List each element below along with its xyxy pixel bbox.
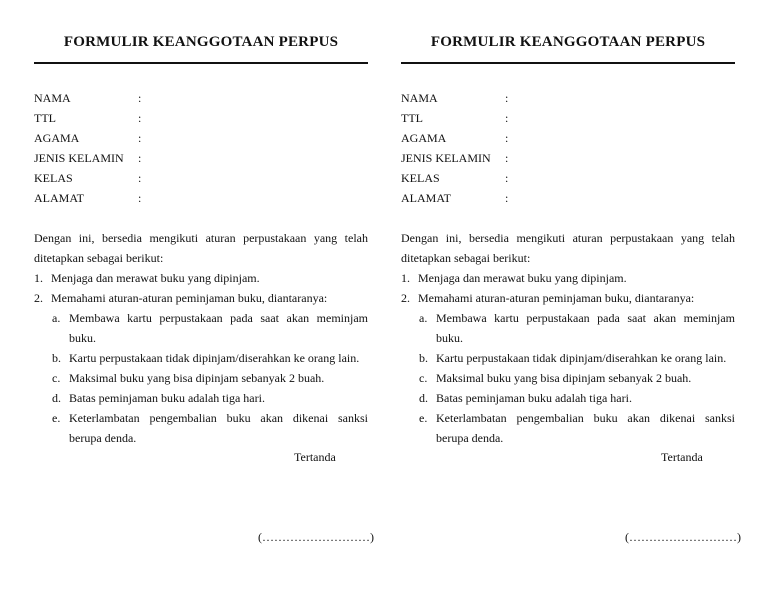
field-colon: : (505, 91, 509, 105)
subrule-item (401, 368, 735, 388)
subrule-item (401, 308, 735, 348)
rule-text: Memahami aturan-aturan peminjaman buku, diantaranya: (418, 291, 695, 305)
subrule-text: Maksimal buku yang bisa dipinjam sebanyak 2 buah. (436, 371, 692, 385)
rule-item (34, 288, 368, 308)
field-colon: : (505, 171, 509, 185)
rule-number: 2. (34, 291, 43, 305)
rules-section (401, 228, 735, 448)
subrule-letter: a. (52, 311, 61, 325)
field-colon: : (138, 131, 142, 145)
field-label: ALAMAT (34, 191, 84, 205)
subrule-item (401, 348, 735, 368)
subrule-item (34, 368, 368, 388)
field-colon: : (505, 111, 509, 125)
field-colon: : (138, 191, 142, 205)
subrule-text: Batas peminjaman buku adalah tiga hari. (69, 391, 265, 405)
field-nama (401, 88, 735, 108)
signature-line: (………………………) (258, 530, 374, 544)
subrule-item (401, 408, 735, 448)
field-kelas (401, 168, 735, 188)
rule-item (401, 288, 735, 308)
field-label: NAMA (401, 91, 438, 105)
form-fields (401, 88, 735, 208)
field-colon: : (505, 191, 509, 205)
form-fields (34, 88, 368, 208)
field-alamat (401, 188, 735, 208)
subrule-item (34, 348, 368, 368)
rule-number: 1. (34, 271, 43, 285)
field-label: KELAS (401, 171, 440, 185)
field-label: JENIS KELAMIN (401, 151, 491, 165)
subrules-list (34, 308, 368, 448)
subrule-letter: e. (52, 411, 61, 425)
field-colon: : (505, 131, 509, 145)
rule-text: Memahami aturan-aturan peminjaman buku, diantaranya: (51, 291, 328, 305)
title-underline (34, 62, 368, 64)
subrule-text: Keterlambatan pengembalian buku akan dikenai sanksi berupa denda. (69, 411, 368, 445)
field-colon: : (138, 91, 142, 105)
field-colon: : (505, 151, 509, 165)
field-label: ALAMAT (401, 191, 451, 205)
subrule-item (34, 308, 368, 348)
field-label: NAMA (34, 91, 71, 105)
field-kelas (34, 168, 368, 188)
subrule-text: Maksimal buku yang bisa dipinjam sebanyak 2 buah. (69, 371, 325, 385)
form-title: FORMULIR KEANGGOTAAN PERPUS (430, 34, 706, 50)
field-label: AGAMA (34, 131, 80, 145)
subrule-letter: d. (419, 391, 428, 405)
subrule-item (401, 388, 735, 408)
subrule-text: Kartu perpustakaan tidak dipinjam/diserahkan ke orang lain. (69, 351, 360, 365)
field-label: TTL (34, 111, 56, 125)
subrules-list (401, 308, 735, 448)
rule-number: 1. (401, 271, 410, 285)
field-agama (401, 128, 735, 148)
subrule-letter: d. (52, 391, 61, 405)
subrule-letter: e. (419, 411, 428, 425)
subrule-text: Membawa kartu perpustakaan pada saat akan meminjam buku. (69, 311, 368, 345)
field-colon: : (138, 171, 142, 185)
subrule-text: Keterlambatan pengembalian buku akan dikenai sanksi berupa denda. (436, 411, 735, 445)
subrule-letter: c. (52, 371, 61, 385)
subrule-letter: c. (419, 371, 428, 385)
signature-line: (………………………) (625, 530, 741, 544)
rules-list (34, 268, 368, 308)
field-label: KELAS (34, 171, 73, 185)
intro-paragraph: Dengan ini, bersedia mengikuti aturan perpustakaan yang telah ditetapkan sebagai berikut: (401, 231, 735, 265)
subrule-letter: b. (419, 351, 428, 365)
field-label: AGAMA (401, 131, 447, 145)
field-label: TTL (401, 111, 423, 125)
field-ttl (401, 108, 735, 128)
rule-item (34, 268, 368, 288)
field-ttl (34, 108, 368, 128)
subrule-item (34, 388, 368, 408)
rule-item (401, 268, 735, 288)
rule-text: Menjaga dan merawat buku yang dipinjam. (418, 271, 627, 285)
field-jenis-kelamin (34, 148, 368, 168)
subrule-letter: a. (419, 311, 428, 325)
subrule-item (34, 408, 368, 448)
subrule-text: Membawa kartu perpustakaan pada saat akan meminjam buku. (436, 311, 735, 345)
rule-text: Menjaga dan merawat buku yang dipinjam. (51, 271, 260, 285)
form-title: FORMULIR KEANGGOTAAN PERPUS (63, 34, 339, 50)
field-colon: : (138, 151, 142, 165)
field-agama (34, 128, 368, 148)
subrule-text: Kartu perpustakaan tidak dipinjam/diserahkan ke orang lain. (436, 351, 727, 365)
tertanda-label: Tertanda (661, 450, 703, 464)
title-underline (401, 62, 735, 64)
field-label: JENIS KELAMIN (34, 151, 124, 165)
rules-section (34, 228, 368, 448)
field-alamat (34, 188, 368, 208)
field-nama (34, 88, 368, 108)
subrule-letter: b. (52, 351, 61, 365)
intro-paragraph: Dengan ini, bersedia mengikuti aturan perpustakaan yang telah ditetapkan sebagai berikut: (34, 231, 368, 265)
field-jenis-kelamin (401, 148, 735, 168)
field-colon: : (138, 111, 142, 125)
subrule-text: Batas peminjaman buku adalah tiga hari. (436, 391, 632, 405)
tertanda-label: Tertanda (294, 450, 336, 464)
rule-number: 2. (401, 291, 410, 305)
rules-list (401, 268, 735, 308)
